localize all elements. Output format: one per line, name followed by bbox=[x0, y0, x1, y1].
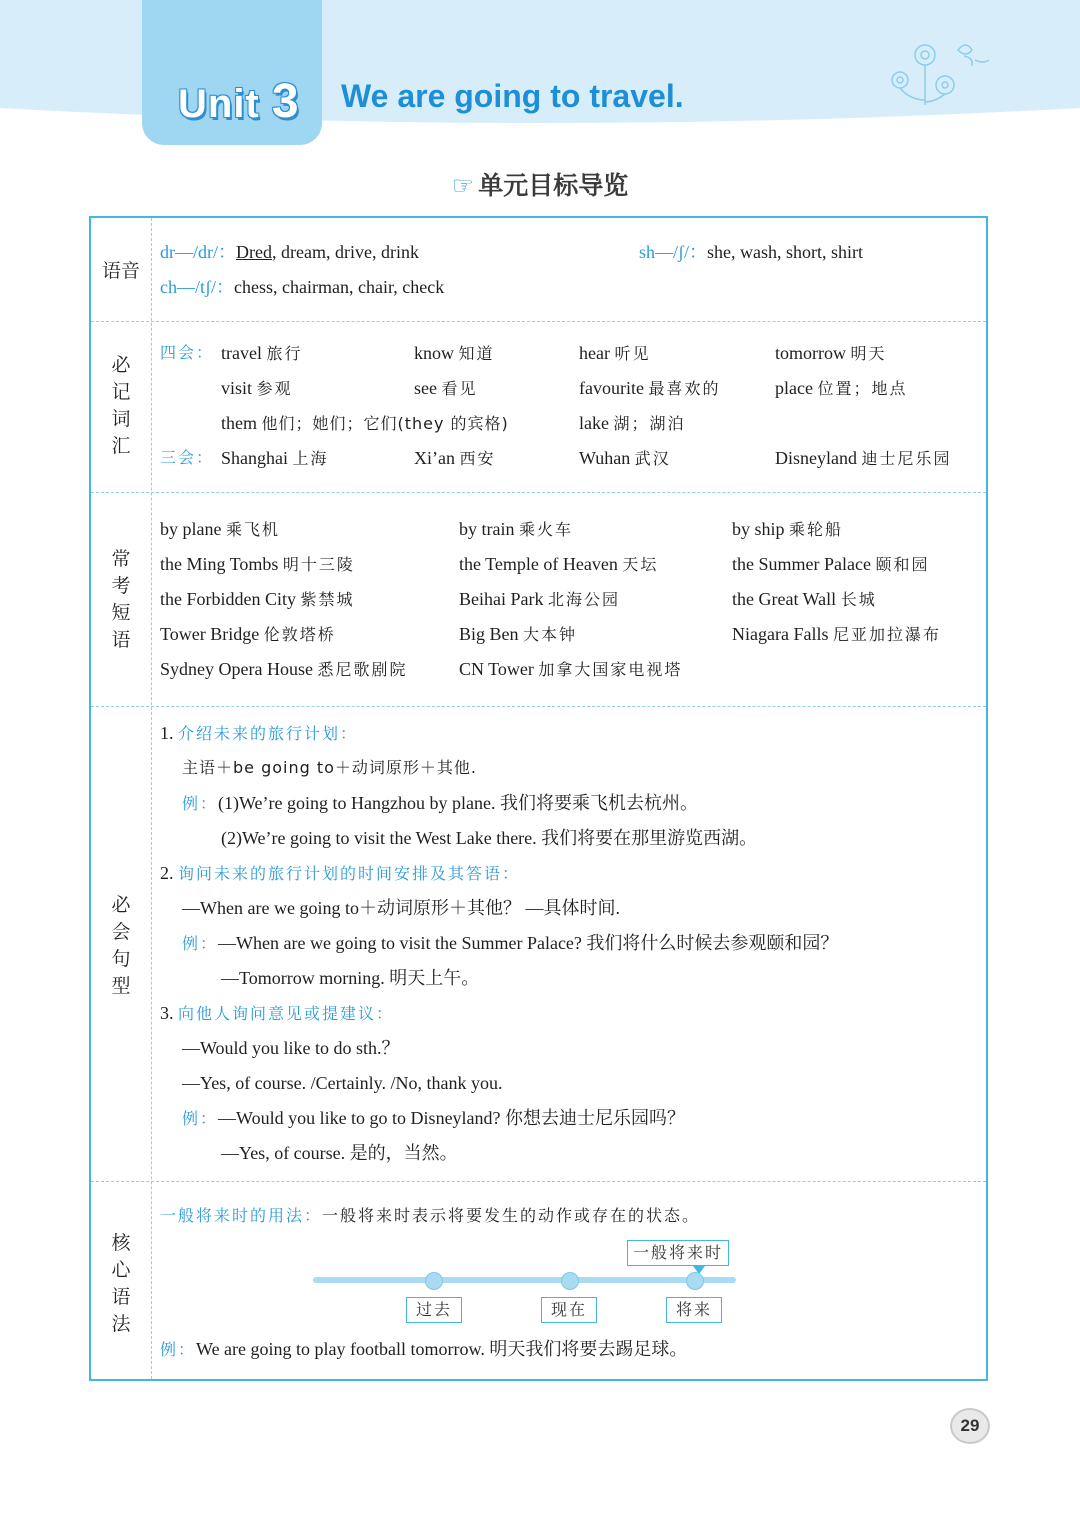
phonics-dr: dr—/dr/：Dred, dream, drive, drink bbox=[160, 242, 419, 262]
vocab-item bbox=[414, 377, 478, 400]
sentence-pattern: —When are we going to＋动词原形＋其他？ —具体时间. bbox=[182, 898, 620, 918]
example-text: —When are we going to visit the Summer Palace? 我们将什么时候去参观颐和园？ bbox=[218, 933, 839, 953]
phonics-word: Dred bbox=[236, 242, 272, 262]
phrase-en: by plane bbox=[160, 519, 222, 539]
vocab-item bbox=[775, 447, 952, 470]
phonics-word: chess bbox=[234, 277, 273, 297]
label-char: 心 bbox=[111, 1259, 131, 1281]
phonics-key: dr—/dr/： bbox=[160, 242, 236, 262]
pointing-hand-icon: ☞ bbox=[451, 171, 475, 200]
vocab-en: place bbox=[775, 378, 813, 398]
sentence-heading-3 bbox=[160, 1002, 394, 1025]
vocab-item bbox=[775, 377, 907, 400]
vocab-cn: 听见 bbox=[614, 344, 651, 363]
label-char: 必 bbox=[111, 894, 131, 916]
phrase-cn: 北海公园 bbox=[547, 590, 620, 609]
phonics-key: ch—/tʃ/： bbox=[160, 277, 234, 297]
vocab-en: favourite bbox=[579, 378, 644, 398]
vocab-item bbox=[775, 342, 887, 365]
label-grammar bbox=[91, 1230, 151, 1338]
vocab-cn: 武汉 bbox=[634, 449, 671, 468]
sentence-heading-1 bbox=[160, 722, 358, 745]
phrase-en: Tower Bridge bbox=[160, 624, 260, 644]
column-divider bbox=[151, 218, 152, 1379]
vocab-en: travel bbox=[221, 343, 262, 363]
label-char: 常 bbox=[111, 548, 131, 570]
label-char: 会 bbox=[111, 921, 131, 943]
phrase-item bbox=[459, 518, 573, 541]
example-label: 例： bbox=[182, 794, 219, 813]
vocab-item bbox=[414, 342, 495, 365]
unit-word: Unit bbox=[178, 82, 260, 126]
phrase-cn: 乘火车 bbox=[519, 520, 574, 539]
vocab-cn: 迪士尼乐园 bbox=[861, 449, 952, 468]
heading-text: 询问未来的旅行计划的时间安排及其答语： bbox=[178, 864, 521, 883]
phonics-word: check bbox=[402, 277, 445, 297]
sentence-example: —Tomorrow morning. 明天上午。 bbox=[221, 968, 480, 988]
phonics-key: sh—/ʃ/： bbox=[639, 242, 708, 262]
sentence-example: —Yes, of course. 是的，当然。 bbox=[221, 1143, 458, 1163]
sentence-heading-2 bbox=[160, 862, 520, 885]
vocab-en: visit bbox=[221, 378, 253, 398]
phrase-item bbox=[160, 518, 280, 541]
phrase-cn: 颐和园 bbox=[875, 555, 930, 574]
grammar-example bbox=[160, 1338, 687, 1361]
phonics-word: dream bbox=[280, 242, 326, 262]
vocab-item bbox=[579, 447, 671, 470]
phonics-sh: sh—/ʃ/：she, wash, short, shirt bbox=[639, 242, 864, 262]
vocab-cn: 明天 bbox=[850, 344, 887, 363]
phonics-ch: ch—/tʃ/：chess, chairman, chair, check bbox=[160, 277, 445, 297]
vocab-cn: 他们；她们；它们(they 的宾格) bbox=[261, 414, 509, 433]
grammar-description bbox=[160, 1204, 700, 1227]
vocab-cn: 位置；地点 bbox=[817, 379, 908, 398]
phrase-cn: 伦敦塔桥 bbox=[263, 625, 336, 644]
phrase-en: Big Ben bbox=[459, 624, 519, 644]
timeline-bar bbox=[313, 1277, 736, 1283]
phrase-item bbox=[160, 623, 336, 646]
phrase-item bbox=[160, 658, 407, 681]
vocab-cn: 旅行 bbox=[266, 344, 303, 363]
example-text: We are going to play football tomorrow. 明天我们将要去踢足球。 bbox=[196, 1339, 688, 1359]
section-title-text: 单元目标导览 bbox=[478, 171, 629, 200]
phrase-cn: 紫禁城 bbox=[300, 590, 355, 609]
phrase-en: CN Tower bbox=[459, 659, 534, 679]
phrase-en: Beihai Park bbox=[459, 589, 544, 609]
grammar-desc: 一般将来时表示将要发生的动作或存在的状态。 bbox=[322, 1206, 701, 1225]
example-text: (1)We’re going to Hangzhou by plane. 我们将要乘飞机去杭州。 bbox=[218, 793, 698, 813]
sentence-example: (2)We’re going to visit the West Lake there. 我们将要在那里游览西湖。 bbox=[221, 828, 758, 848]
sentence-example bbox=[182, 1107, 685, 1130]
heading-number: 2. bbox=[160, 863, 174, 883]
sentence-pattern: —Yes, of course. /Certainly. /No, thank you. bbox=[182, 1073, 503, 1093]
vocab-en: Xi’an bbox=[414, 448, 455, 468]
vocab-item bbox=[414, 447, 496, 470]
row-divider bbox=[91, 492, 986, 493]
example-label: 例： bbox=[182, 934, 219, 953]
vocab-cn: 湖；湖泊 bbox=[613, 414, 686, 433]
section-title bbox=[0, 166, 1080, 202]
vocab-item bbox=[221, 412, 509, 435]
label-char: 记 bbox=[111, 381, 131, 403]
example-label: 例： bbox=[182, 1109, 219, 1128]
heading-number: 1. bbox=[160, 723, 174, 743]
vocab-en: hear bbox=[579, 343, 610, 363]
unit-number: 3 bbox=[271, 75, 300, 128]
phrase-en: the Great Wall bbox=[732, 589, 837, 609]
label-char: 型 bbox=[111, 975, 131, 997]
vocab-en: Shanghai bbox=[221, 448, 288, 468]
phrase-en: the Temple of Heaven bbox=[459, 554, 618, 574]
phonics-word: drink bbox=[380, 242, 419, 262]
example-text: —Would you like to go to Disneyland? 你想去迪士尼乐园吗？ bbox=[218, 1108, 686, 1128]
phonics-word: wash bbox=[740, 242, 778, 262]
timeline-dot-present bbox=[561, 1272, 579, 1290]
vocab-item bbox=[579, 342, 651, 365]
label-char: 汇 bbox=[111, 435, 131, 457]
phrase-cn: 天坛 bbox=[622, 555, 659, 574]
timeline-label-future: 将来 bbox=[666, 1297, 722, 1323]
vocab-cn: 上海 bbox=[292, 449, 329, 468]
phonics-word: shirt bbox=[831, 242, 864, 262]
vocab-en: know bbox=[414, 343, 454, 363]
vocab-en: Disneyland bbox=[775, 448, 857, 468]
sentence-pattern: 主语＋be going to＋动词原形＋其他. bbox=[182, 758, 478, 777]
label-char: 短 bbox=[111, 602, 131, 624]
phrase-item bbox=[732, 623, 941, 646]
phrase-item bbox=[160, 588, 355, 611]
phrase-item bbox=[459, 588, 620, 611]
row-divider bbox=[91, 706, 986, 707]
vocab-cn: 最喜欢的 bbox=[648, 379, 721, 398]
phonics-word: she bbox=[707, 242, 732, 262]
vocab-item bbox=[221, 342, 303, 365]
unit-label bbox=[178, 74, 300, 129]
phonics-word: drive bbox=[334, 242, 372, 262]
vocab-three-label: 三会： bbox=[160, 448, 215, 467]
timeline-dot-past bbox=[425, 1272, 443, 1290]
phrase-en: by train bbox=[459, 519, 515, 539]
phrase-cn: 加拿大国家电视塔 bbox=[538, 660, 683, 679]
row-divider bbox=[91, 1181, 986, 1182]
phrase-en: the Ming Tombs bbox=[160, 554, 279, 574]
heading-text: 向他人询问意见或提建议： bbox=[178, 1004, 395, 1023]
vocab-en: tomorrow bbox=[775, 343, 846, 363]
vocab-cn: 知道 bbox=[458, 344, 495, 363]
phrase-en: by ship bbox=[732, 519, 785, 539]
sentence-example bbox=[182, 792, 698, 815]
label-phrases bbox=[91, 546, 151, 654]
phrase-item bbox=[160, 553, 355, 576]
phrase-cn: 大本钟 bbox=[523, 625, 578, 644]
label-char: 句 bbox=[111, 948, 131, 970]
timeline-label-present: 现在 bbox=[541, 1297, 597, 1323]
vocab-item bbox=[221, 447, 329, 470]
page-number: 29 bbox=[950, 1408, 990, 1444]
vocab-cn: 西安 bbox=[459, 449, 496, 468]
phrase-item bbox=[732, 588, 877, 611]
vocab-en: them bbox=[221, 413, 257, 433]
phrase-item bbox=[732, 553, 929, 576]
phrase-cn: 明十三陵 bbox=[282, 555, 355, 574]
label-char: 法 bbox=[111, 1313, 131, 1335]
phrase-en: the Summer Palace bbox=[732, 554, 871, 574]
vocab-cn: 看见 bbox=[441, 379, 478, 398]
label-char: 语 bbox=[111, 1286, 131, 1308]
label-vocab bbox=[91, 352, 151, 460]
grammar-title: 一般将来时的用法： bbox=[160, 1206, 323, 1225]
vocab-en: lake bbox=[579, 413, 609, 433]
phrase-cn: 乘飞机 bbox=[225, 520, 280, 539]
label-char: 考 bbox=[111, 575, 131, 597]
vocab-cn: 参观 bbox=[256, 379, 293, 398]
vocab-item bbox=[579, 377, 720, 400]
label-char: 词 bbox=[111, 408, 131, 430]
phrase-cn: 长城 bbox=[840, 590, 877, 609]
vocab-item bbox=[221, 377, 293, 400]
timeline-dot-future bbox=[686, 1272, 704, 1290]
phrase-item bbox=[459, 658, 682, 681]
phrase-cn: 尼亚加拉瀑布 bbox=[832, 625, 941, 644]
future-tense-marker: 一般将来时 bbox=[627, 1240, 729, 1266]
vocab-en: see bbox=[414, 378, 437, 398]
phrase-item bbox=[732, 518, 843, 541]
label-char: 语 bbox=[111, 629, 131, 651]
phrase-en: the Forbidden City bbox=[160, 589, 296, 609]
phrase-item bbox=[459, 553, 658, 576]
vocab-four-label: 四会： bbox=[160, 343, 215, 362]
phrase-cn: 乘轮船 bbox=[789, 520, 844, 539]
phonics-word: short bbox=[786, 242, 823, 262]
phrase-en: Niagara Falls bbox=[732, 624, 829, 644]
label-char: 核 bbox=[111, 1232, 131, 1254]
row-divider bbox=[91, 321, 986, 322]
label-phonics: 语音 bbox=[101, 260, 140, 282]
phonics-word: chair bbox=[357, 277, 394, 297]
label-char: 必 bbox=[111, 354, 131, 376]
timeline-label-past: 过去 bbox=[406, 1297, 462, 1323]
heading-text: 介绍未来的旅行计划： bbox=[178, 724, 359, 743]
header-banner bbox=[0, 0, 1080, 150]
label-sentences bbox=[91, 892, 151, 1000]
example-label: 例： bbox=[160, 1340, 197, 1359]
sentence-example bbox=[182, 932, 838, 955]
vocab-item bbox=[579, 412, 686, 435]
unit-title: We are going to travel. bbox=[341, 78, 684, 114]
sentence-pattern: —Would you like to do sth.？ bbox=[182, 1038, 400, 1058]
phrase-cn: 悉尼歌剧院 bbox=[317, 660, 408, 679]
vocab-en: Wuhan bbox=[579, 448, 631, 468]
heading-number: 3. bbox=[160, 1003, 174, 1023]
phrase-en: Sydney Opera House bbox=[160, 659, 313, 679]
phonics-word: chairman bbox=[282, 277, 349, 297]
phrase-item bbox=[459, 623, 577, 646]
